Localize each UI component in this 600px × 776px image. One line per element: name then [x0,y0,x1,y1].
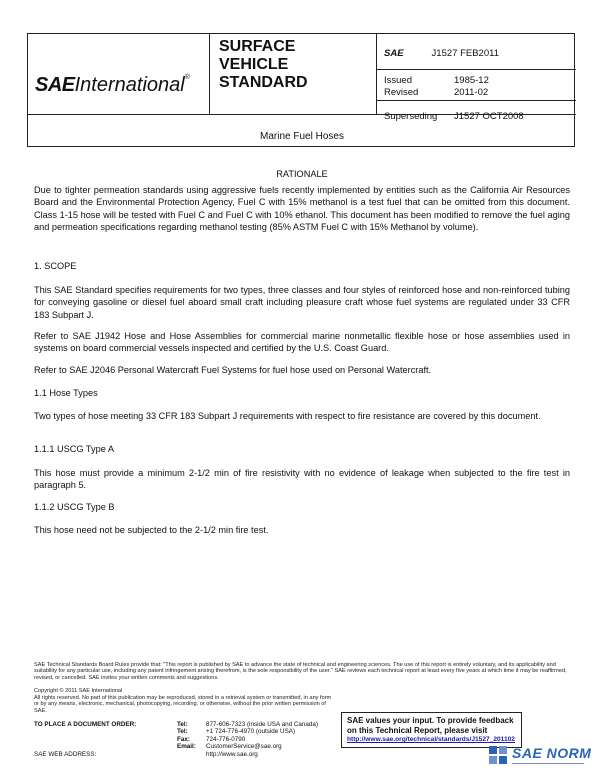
feedback-link[interactable]: http://www.sae.org/technical/standards/J1527_201102 [347,736,515,743]
header-divider [376,34,377,114]
contact-row [34,736,318,743]
rationale-heading: RATIONALE [276,169,328,179]
scope-paragraph: Refer to SAE J2046 Personal Watercraft Fuel Systems for fuel hose used on Personal Watercraft. [34,365,432,375]
header-divider [376,100,576,101]
web-value[interactable]: http://www.sae.org [206,750,258,758]
rationale-paragraph: Due to tighter permeation standards using aggressive fuels recently implemented by entities such as the California Air Resources Board and the Environmental Protection Agency, Fuel C with 15% methanol is a test fuel that can be omitted from this document. Class 1-15 hose will be tested with Fuel C and Fuel C with 10% ethanol. This document has been modified to remove the fuel aging and permeation specifications regarding methanol testing (85% ASTM Fuel C with 15% Methanol by volume). [34,185,570,232]
tel2-label: Tel: [177,728,188,736]
email-label: Email: [177,743,196,751]
document-number-value: J1527 FEB2011 [431,48,499,59]
standards-board-rules: SAE Technical Standards Board Rules provide that: "This report is published by SAE to advance the state of technical and engineering sciences. The use of this report is entirely voluntary, and its applicability and suitability for any particular use, including any patent infringement arising therefrom, is the sole responsibility of the user." SAE reviews each technical report at least every five years at which time it may be reaffirmed, revised, or cancelled. SAE invites your written comments and suggestions. [34,662,567,681]
email-value[interactable]: CustomerService@sae.org [206,743,282,751]
document-header [27,33,575,147]
superseding-label: Superseding [384,111,438,122]
sae-norm-stamp [486,743,590,773]
order-contact-block [34,721,318,758]
scope-heading: 1. SCOPE [34,261,77,271]
feedback-text: on this Technical Report, please visit [347,725,488,735]
type-b-heading: 1.1.2 USCG Type B [34,502,115,512]
standard-type-line: SURFACE [219,38,296,55]
superseding-row [384,111,524,122]
contact-row [34,721,318,728]
tel2-value: +1 724-776-4970 (outside USA) [206,728,296,736]
document-number [384,48,499,59]
type-b-paragraph: This hose need not be subjected to the 2-1/2 min fire test. [34,525,269,535]
hose-types-heading: 1.1 Hose Types [34,388,98,398]
issued-label: Issued [384,75,412,86]
standard-type-line: STANDARD [219,74,308,91]
feedback-text: SAE values your input. To provide feedback [347,716,514,725]
stamp-emblem-icon [486,743,512,773]
tel-value: 877-606-7323 (inside USA and Canada) [206,721,319,728]
stamp-underline [512,763,584,764]
scope-paragraph: Refer to SAE J1942 Hose and Hose Assemblies for commercial marine nonmetallic flexible hose or hose assemblies used in systems on board commercial vessels inspected and certified by the U.S. Coast Guard. [34,331,570,354]
stamp-text: SAE NORM [512,745,592,761]
revised-value: 2011-02 [454,87,489,98]
superseding-value: J1527 OCT2008 [454,111,524,122]
fax-value: 724-776-0790 [206,735,246,743]
header-divider [209,34,210,114]
issued-row [384,75,489,86]
contact-row [34,743,318,750]
logo-international-text: International [74,74,185,96]
rights-notice: All rights reserved. No part of this publication may be reproduced, stored in a retrieval system or transmitted, in any form or by any means, electronic, mechanical, photocopying, recording, or otherwise, without the prior written permission of SAE. [34,695,332,714]
sae-international-logo [35,74,190,97]
standard-type-title [219,38,308,92]
document-subject: Marine Fuel Hoses [260,131,344,142]
logo-sae-text: SAE [35,74,75,96]
type-a-heading: 1.1.1 USCG Type A [34,444,115,454]
fax-label: Fax: [177,735,190,743]
revised-label: Revised [384,87,419,98]
hose-types-paragraph: Two types of hose meeting 33 CFR 183 Subpart J requirements with respect to fire resistance are covered by this document. [34,411,541,421]
web-label: SAE WEB ADDRESS: [34,750,97,758]
contact-row [34,728,318,735]
issued-value: 1985-12 [454,75,489,86]
scope-paragraph: This SAE Standard specifies requirements for two types, three classes and four styles of reinforced hose and non-reinforced tubing for conveying gasoline or diesel fuel aboard small craft including pleasure craft whose fuel systems are regulated under 33 CFR 183 Subpart J. [34,285,570,320]
logo-trademark: ® [184,74,190,81]
contact-row [34,751,318,758]
mini-sae-logo: SAE [384,48,404,59]
copyright-notice: Copyright © 2011 SAE International [34,688,123,694]
standard-type-line: VEHICLE [219,56,289,73]
revised-row [384,87,488,98]
type-a-paragraph: This hose must provide a minimum 2-1/2 min of fire resistivity with no evidence of leakage when subjected to the fire test in paragraph 5. [34,468,570,491]
header-divider [376,69,576,70]
order-label: TO PLACE A DOCUMENT ORDER: [34,721,137,728]
tel-label: Tel: [177,721,188,728]
